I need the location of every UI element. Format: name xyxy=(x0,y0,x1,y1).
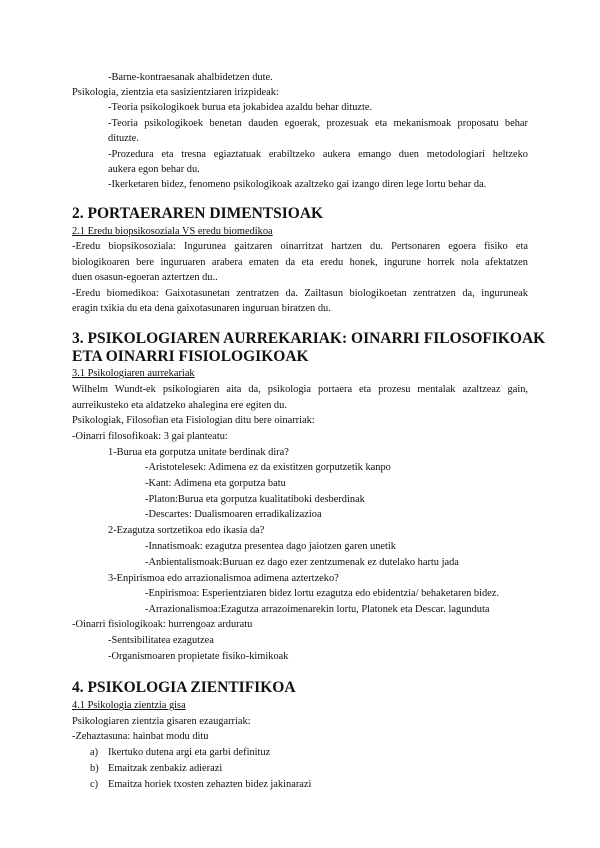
list-item: Emaitzak zenbakiz adierazi xyxy=(108,763,223,774)
list-item: -Enpirismoa: Esperientziaren bidez lortu ezagutza edo ebidentzia/ behaketaren bidez. xyxy=(145,588,499,599)
list-item: -Organismoaren propietate fisiko-kimikoak xyxy=(108,651,289,662)
text-line: aukera egon behar du. xyxy=(108,164,200,175)
text-line: duen osasun-egoeran aztertzen du.. xyxy=(72,272,218,283)
text-line: Psikologiak, Filosofian eta Fisiologian ditu bere oinarriak: xyxy=(72,415,315,426)
text-line: Psikologiaren zientzia gisaren ezaugarriak: xyxy=(72,716,251,727)
text-line: Psikologia, zientzia eta sasizientziaren irizpideak: xyxy=(72,87,279,98)
section-heading: ETA OINARRI FISIOLOGIKOAK xyxy=(72,348,309,365)
text-line: -Oinarri filosofikoak: 3 gai planteatu: xyxy=(72,431,228,442)
section-heading: 3. PSIKOLOGIAREN AURREKARIAK: OINARRI FILOSOFIKOAK xyxy=(72,330,546,347)
list-item: -Ikerketaren bidez, fenomeno psikologikoak azaltzeko gai izango diren lege lortu behar da. xyxy=(108,179,487,190)
text-line: biologikoaren bere inguruaren arabera ematen da eta eredu honek, ingurune horrek nola afektatzen xyxy=(72,257,528,268)
section-heading: 4. PSIKOLOGIA ZIENTIFIKOA xyxy=(72,679,296,696)
list-marker: c) xyxy=(90,779,99,790)
list-item: -Arrazionalismoa:Ezagutza arrazoimenarekin lortu, Platonek eta Descar. lagunduta xyxy=(145,604,490,615)
list-item: -Teoria psikologikoek benetan dauden egoerak, prozesuak eta mekanismoak proposatu behar xyxy=(108,118,528,129)
list-item: -Innatismoak: ezagutza presentea dago jaiotzen garen unetik xyxy=(145,541,396,552)
list-item: Ikertuko dutena argi eta garbi definituz xyxy=(108,747,271,758)
text-line: Wilhelm Wundt-ek psikologiaren aita da, psikologia portaera eta prozesu mentalak azaltzeaz gain, xyxy=(72,384,528,395)
text-line: -Eredu biomedikoa: Gaixotasunetan zentratzen da. Zailtasun biologikoetan zentratzen da, inguruneak xyxy=(72,288,528,299)
list-item: 3-Enpirismoa edo arrazionalismoa adimena aztertzeko? xyxy=(108,573,339,584)
text-line: aurreikusteko eta aldatzeko ahalegina ere egiten du. xyxy=(72,400,287,411)
text-line: -Oinarri fisiologikoak: hurrengoaz arduratu xyxy=(72,619,253,630)
text-line: -Barne-kontraesanak ahalbidetzen dute. xyxy=(108,72,273,83)
list-item: Emaitza horiek txosten zehazten bidez jakinarazi xyxy=(108,779,312,790)
text-line: -Zehaztasuna: hainbat modu ditu xyxy=(72,731,209,742)
subsection-heading: 2.1 Eredu biopsikosoziala VS eredu biomedikoa xyxy=(72,226,273,237)
text-line: -Eredu biopsikosoziala: Ingurunea gaitzaren oinarritzat hartzen du. Pertsonaren egoera fisiko eta xyxy=(72,241,528,252)
list-item: -Teoria psikologikoek burua eta jokabidea azaldu behar dituzte. xyxy=(108,102,373,113)
list-item: -Sentsibilitatea ezagutzea xyxy=(108,635,214,646)
subsection-heading: 3.1 Psikologiaren aurrekariak xyxy=(72,368,195,379)
list-marker: b) xyxy=(90,763,99,774)
list-item: -Descartes: Dualismoaren erradikalizazioa xyxy=(145,509,322,520)
list-item: 2-Ezagutza sortzetikoa edo ikasia da? xyxy=(108,525,265,536)
text-line: dituzte. xyxy=(108,133,139,144)
text-line: eragin txikia du eta dena gaixotasunaren inguruan biratzen du. xyxy=(72,303,331,314)
list-item: -Anbientalismoak:Buruan ez dago ezer zentzumenak ez dutelako hartu jada xyxy=(145,557,459,568)
subsection-heading: 4.1 Psikologia zientzia gisa xyxy=(72,700,186,711)
list-item: -Prozedura eta tresna egiaztatuak erabiltzeko aukera emango duen metodologiari heltzeko xyxy=(108,149,528,160)
list-item: -Platon:Burua eta gorputza kualitatiboki desberdinak xyxy=(145,494,365,505)
list-item: -Aristotelesek: Adimena ez da existitzen gorputzetik kanpo xyxy=(145,462,391,473)
list-item: -Kant: Adimena eta gorputza batu xyxy=(145,478,286,489)
list-item: 1-Burua eta gorputza unitate berdinak dira? xyxy=(108,447,289,458)
list-marker: a) xyxy=(90,747,99,758)
section-heading: 2. PORTAERAREN DIMENTSIOAK xyxy=(72,205,324,222)
